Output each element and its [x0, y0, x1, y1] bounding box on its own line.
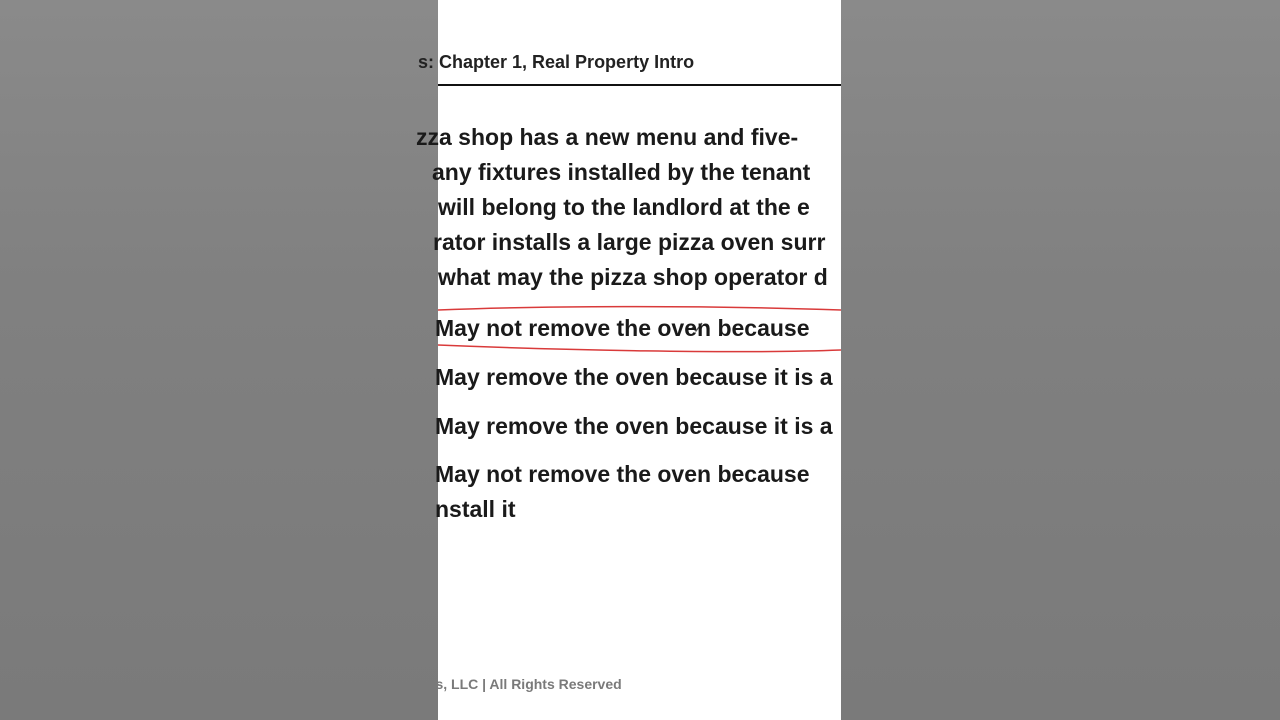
- slide: [416, 0, 841, 720]
- answer-option-c: May remove the oven because it is a: [435, 413, 833, 439]
- question-line-4: rator installs a large pizza oven surr: [433, 229, 826, 255]
- answer-option-d-continued: nstall it: [435, 496, 516, 522]
- blurred-background-left: [0, 0, 438, 720]
- answer-option-d: May not remove the oven because: [435, 461, 810, 487]
- answer-option-b: May remove the oven because it is a: [435, 364, 833, 390]
- question-line-1: zza shop has a new menu and five-: [416, 124, 799, 150]
- question-line-3: will belong to the landlord at the e: [438, 194, 810, 220]
- question-line-2: any fixtures installed by the tenant: [432, 159, 811, 185]
- answer-option-a: May not remove the oven because: [435, 315, 810, 341]
- question-line-5: what may the pizza shop operator d: [438, 264, 828, 290]
- blurred-background-right: [841, 0, 1280, 720]
- slide-header: s: Chapter 1, Real Property Intro: [418, 52, 695, 72]
- header-divider: [438, 84, 841, 86]
- copyright-footer: ises, LLC | All Rights Reserved: [416, 676, 622, 692]
